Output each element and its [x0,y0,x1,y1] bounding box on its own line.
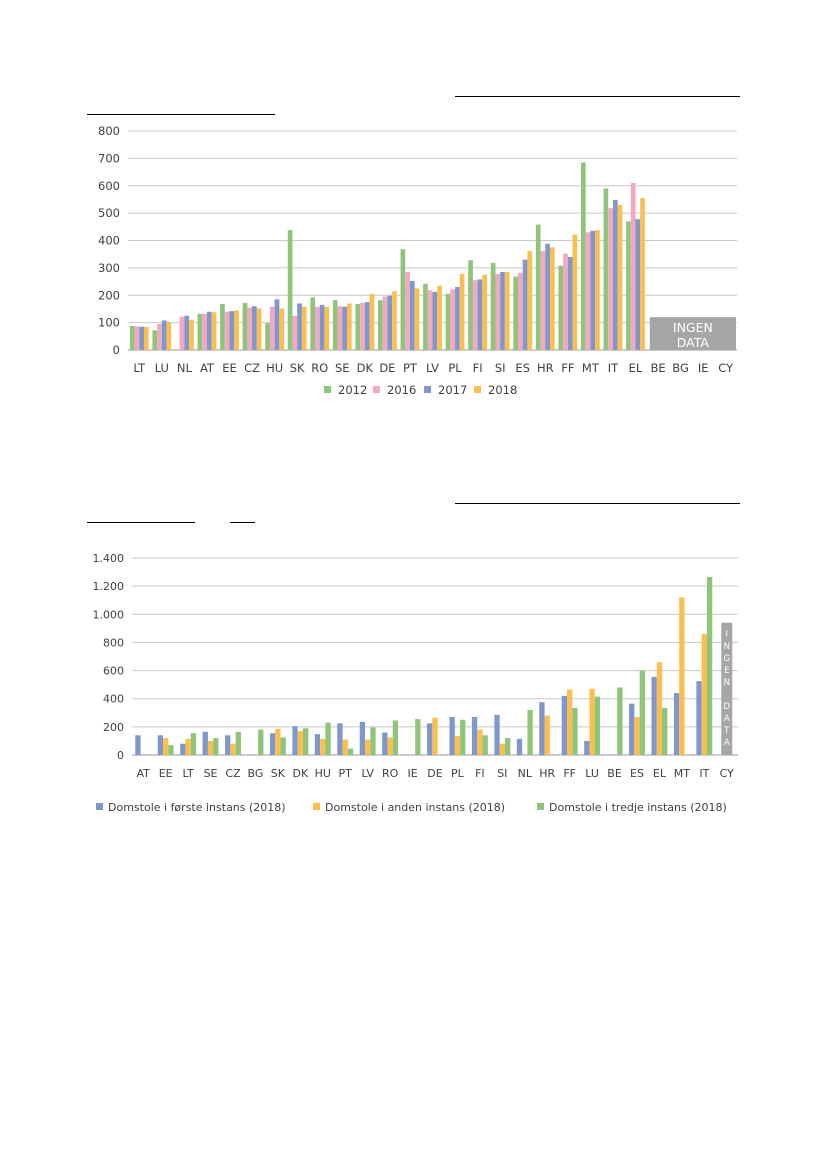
chart2-x-tick-label: MT [673,767,690,780]
chart1-bar [360,303,365,350]
chart2-bar [539,702,544,755]
chart1-bar [423,284,428,350]
chart1-bar [446,294,451,350]
chart2-bar [477,730,482,755]
chart2-bar [517,739,522,755]
chart1-x-tick-label: FF [561,361,575,375]
chart2-x-tick-label: DE [427,767,443,780]
chart1-bar [130,326,135,350]
chart2-bar [432,718,437,755]
chart2-bar [427,723,432,755]
chart1-x-tick-label: IE [697,361,709,375]
chart1-bar [428,290,433,350]
chart2-y-tick-label: 400 [103,692,124,706]
chart2-legend-swatch [313,803,320,810]
chart1-x-tick-label: BG [672,361,689,375]
chart1-bar [468,260,473,350]
chart2-x-tick-label: PL [451,767,464,780]
chart2-bar [236,732,241,755]
chart2-bar [180,744,185,755]
chart1-legend-swatch [324,386,331,393]
chart1-x-tick-label: CY [718,361,734,375]
chart2-bar [415,719,420,755]
chart2-bar [258,730,263,755]
chart1-bar [157,324,162,350]
chart1-bar [618,205,623,350]
chart2-x-tick-label: LT [182,767,194,780]
chart2-bar [707,577,712,755]
chart1-x-tick-label: PT [402,361,417,375]
chart2-x-tick-label: EL [652,767,666,780]
chart1-legend-swatch [474,386,481,393]
chart2-x-tick-label: HU [314,767,331,780]
chart2-y-tick-label: 200 [103,720,124,734]
chart2-bar [562,696,567,755]
chart2-no-data-letter: A [723,737,730,748]
chart1-y-tick-label: 400 [98,233,120,248]
chart1-bar [355,304,360,350]
chart2-no-data-letter: N [723,641,730,652]
chart2-y-tick-label: 600 [103,664,124,678]
chart1-bar [220,304,225,350]
chart2-bar [472,717,477,755]
chart2-legend-label: Domstole i tredje instans (2018) [549,801,727,814]
chart1-bar [433,292,438,350]
chart2-x-tick-label: PT [338,767,352,780]
chart1-bar [324,307,329,350]
chart2-bar [702,634,707,755]
chart2-bar [679,597,684,755]
chart1-legend-label: 2017 [438,383,468,397]
chart2-legend-label: Domstole i anden instans (2018) [325,801,506,814]
chart2-x-tick-label: DK [292,767,309,780]
chart1-bar [513,277,518,350]
chart1-bar [152,330,157,350]
chart1-bar [167,322,172,350]
chart1-legend-label: 2012 [338,383,368,397]
chart1-bar [288,230,293,350]
chart1-bar [527,251,532,350]
chart1-bar [370,294,375,350]
chart2-bar [662,708,667,755]
chart2-y-tick-label: 1.400 [92,552,124,565]
chart1-x-tick-label: EL [628,361,643,375]
chart2-bar [527,710,532,755]
chart1-x-tick-label: LV [425,361,440,375]
chart1-bar [144,327,149,350]
chart2-x-tick-label: SK [270,767,285,780]
chart1-bar [586,232,591,350]
chart2-bar [365,740,370,755]
chart1-bar [405,272,410,350]
chart1-bar [460,274,465,350]
chart2-bar [545,716,550,755]
chart1-bar [292,316,297,350]
chart1-bar [536,225,541,350]
chart1-x-tick-label: DK [356,361,374,375]
chart1-x-tick-label: RO [311,361,329,375]
chart1-y-tick-label: 100 [98,315,120,330]
chart2-no-data-letter: E [724,665,730,676]
chart1-x-tick-label: LT [133,361,146,375]
chart1-legend-label: 2018 [488,383,518,397]
chart2-y-tick-label: 1.000 [92,608,124,622]
chart1-bar [297,303,302,350]
chart2-y-tick-label: 1.200 [92,580,124,594]
chart1-bar [252,306,257,350]
chart2-bar [449,717,454,755]
chart2-bar [617,687,622,755]
chart1-bar [198,314,203,350]
chart1-bar [365,302,370,350]
chart2-bar [494,715,499,755]
chart1-bar [243,303,248,350]
chart1-bar [608,208,613,350]
chart1-bar [450,289,455,350]
chart1-y-tick-label: 800 [98,124,120,138]
chart2-legend-label: Domstole i første instans (2018) [108,801,286,814]
chart2-x-tick-label: NL [517,767,532,780]
chart2-bar [230,744,235,755]
chart1-x-tick-label: AT [199,361,214,375]
chart1-x-tick-label: EE [222,361,237,375]
chart2-bar [315,734,320,755]
chart2-bar [657,662,662,755]
chart1-bar [265,323,270,350]
chart1-bar [545,244,550,350]
chart1-x-tick-label: SE [334,361,350,375]
chart2-bar [505,738,510,755]
chart2-bar [460,720,465,755]
chart1-bar [455,287,460,350]
chart2-bar [337,723,342,755]
chart1-bar [378,300,383,350]
chart2-y-tick-label: 0 [117,749,124,762]
chart1-x-tick-label: DE [379,361,396,375]
chart2-bar [360,722,365,755]
chart2-bar [185,739,190,755]
chart1-x-tick-label: FI [472,361,483,375]
chart2-no-data-letter: A [723,713,730,724]
chart1-bar [383,297,388,350]
chart2-bar [595,697,600,755]
chart1-bar [212,312,217,350]
chart1-y-tick-label: 300 [98,260,120,275]
chart1-bar [478,279,483,350]
chart1-bar [505,272,510,350]
chart1-bar [518,273,523,350]
chart1-bar [347,303,352,350]
chart2-no-data-letter: D [723,701,731,712]
chart2-x-tick-label: HR [539,767,556,780]
chart1-x-tick-label: NL [176,361,192,375]
chart1-bar [184,316,189,350]
chart1-bar [613,200,618,350]
chart1-bar [437,286,442,350]
chart2-no-data-letter: T [724,725,730,736]
chart2-series-domstole-i-anden-instans-2018- [163,597,707,755]
chart1-bar [581,162,586,350]
chart1-x-tick-label: MT [581,361,599,375]
chart1-bar [342,307,347,350]
chart1-bar [207,312,212,350]
chart2-no-data-letter: N [723,677,730,688]
chart2-bar [275,729,280,755]
chart1-x-tick-label: HU [266,361,284,375]
chart1-x-tick-label: SK [289,361,305,375]
chart2-x-tick-label: BE [607,767,622,780]
chart1-bar [320,305,325,350]
chart2-x-tick-label: SE [203,767,218,780]
chart2-x-tick-label: IT [699,767,710,780]
chart1-bar [135,326,140,350]
chart1-bar [595,230,600,350]
chart1-bar [225,312,230,350]
chart1-bar [338,306,343,350]
chart1-x-tick-label: CZ [244,361,261,375]
chart1-bar [415,288,420,350]
chart2-x-tick-label: FF [563,767,576,780]
chart1-legend-label: 2016 [387,383,417,397]
chart2-legend-swatch [96,803,103,810]
chart2-bar [208,741,213,755]
chart1-bar [257,308,262,350]
chart1-bar [495,274,500,350]
chart1-bar [180,317,185,350]
chart1-bar [604,188,609,350]
chart1-bar [279,308,284,350]
chart2-bar [348,749,353,755]
chart1-bar [202,314,207,350]
chart1-bar [387,296,392,350]
chart2-x-tick-label: AT [136,767,150,780]
chart1-bar [302,307,307,350]
chart2-bar [483,735,488,755]
chart1-bar [636,219,641,350]
chart1-legend-swatch [373,386,380,393]
chart2-bar [387,737,392,755]
chart2-bar [225,735,230,755]
chart2-x-tick-label: BG [247,767,264,780]
chart1-bar [541,251,546,350]
chart2-y-tick-label: 800 [103,636,124,650]
chart2-bar [567,690,572,755]
chart2-bar [320,739,325,755]
chart1-bar [310,297,315,350]
chart1-no-data-label: DATA [676,335,709,351]
chart1-bar [491,263,496,350]
chart1-bar [247,308,252,350]
chart1-y-tick-label: 600 [98,178,120,193]
chart2-bar [584,741,589,755]
chart2-x-tick-label: LV [361,767,374,780]
chart2-bar [298,731,303,755]
chart2-bar [281,737,286,755]
chart2-x-tick-label: IE [407,767,418,780]
chart2-bar [634,717,639,755]
chart2-bar [674,693,679,755]
chart1-bar [270,307,275,350]
chart2-bar [629,704,634,755]
chart2-x-tick-label: RO [381,767,399,780]
chart1-bar [162,320,167,350]
chart1-bar [590,231,595,350]
chart2-bar [640,671,645,755]
chart2-bar [393,721,398,755]
chart1-x-tick-label: SI [494,361,506,375]
chart1-y-tick-label: 500 [98,206,120,221]
chart2-bar [572,708,577,755]
chart2-bar [191,733,196,755]
chart2-bar [696,681,701,755]
chart1-legend-swatch [424,386,431,393]
chart2-legend-swatch [537,803,544,810]
chart2-x-tick-label: EE [158,767,173,780]
chart1-bar [189,320,194,350]
chart1-x-tick-label: IT [607,361,619,375]
chart2-bar [370,728,375,755]
chart1-bar [392,291,397,350]
chart1-bar [482,275,487,350]
chart2-bar [158,735,163,755]
chart2-bar [382,732,387,755]
chart1-x-tick-label: BE [650,361,666,375]
chart2-bar [292,726,297,755]
chart1-bar [558,266,563,350]
chart2-x-tick-label: ES [630,767,644,780]
chart1-y-tick-label: 200 [98,288,120,303]
chart1-x-tick-label: ES [515,361,531,375]
chart2-x-tick-label: SI [497,767,508,780]
chart1-bar [563,254,568,350]
chart1-bar [523,260,528,350]
chart1-bar [275,299,280,350]
chart2-bar [135,735,140,755]
chart2-bar [213,738,218,755]
chart2-bar [303,728,308,755]
chart2-no-data-letter: I [725,629,729,640]
chart1-bar [234,310,239,350]
chart2-bar [455,736,460,755]
chart2-bar [270,733,275,755]
chart2-bar [651,677,656,755]
chart1-bar [473,280,478,350]
chart1-bar [315,307,320,350]
chart1-bar [401,249,406,350]
chart2-x-tick-label: LU [585,767,599,780]
chart2-bar [589,689,594,755]
chart1-bar [500,272,505,350]
chart2-bar [203,732,208,755]
chart1-x-tick-label: LU [154,361,169,375]
chart1-bar [640,198,645,350]
chart1-bar [333,300,338,350]
chart1-y-tick-label: 0 [112,343,120,357]
chart1-bar [568,257,573,350]
chart1-x-tick-label: HR [536,361,554,375]
chart1-bar [550,247,555,350]
chart2-bar [343,740,348,755]
chart1-bar [626,221,631,350]
chart2-x-tick-label: CY [719,767,734,780]
chart1-y-tick-label: 700 [98,151,120,166]
chart1-bar [230,311,235,350]
chart2-bar [325,723,330,755]
chart2-x-tick-label: CZ [225,767,241,780]
chart2-bar [500,744,505,755]
chart1-bar [139,327,144,350]
chart2-x-tick-label: FI [475,767,485,780]
chart1-x-tick-label: PL [448,361,462,375]
chart1-bar [410,281,415,350]
chart2-bar [168,745,173,755]
chart2-no-data-letter: G [723,653,731,664]
chart1-bar [631,183,636,350]
chart1-bar [573,234,578,350]
chart1-no-data-label: INGEN [672,320,713,336]
chart2-bar [163,738,168,755]
